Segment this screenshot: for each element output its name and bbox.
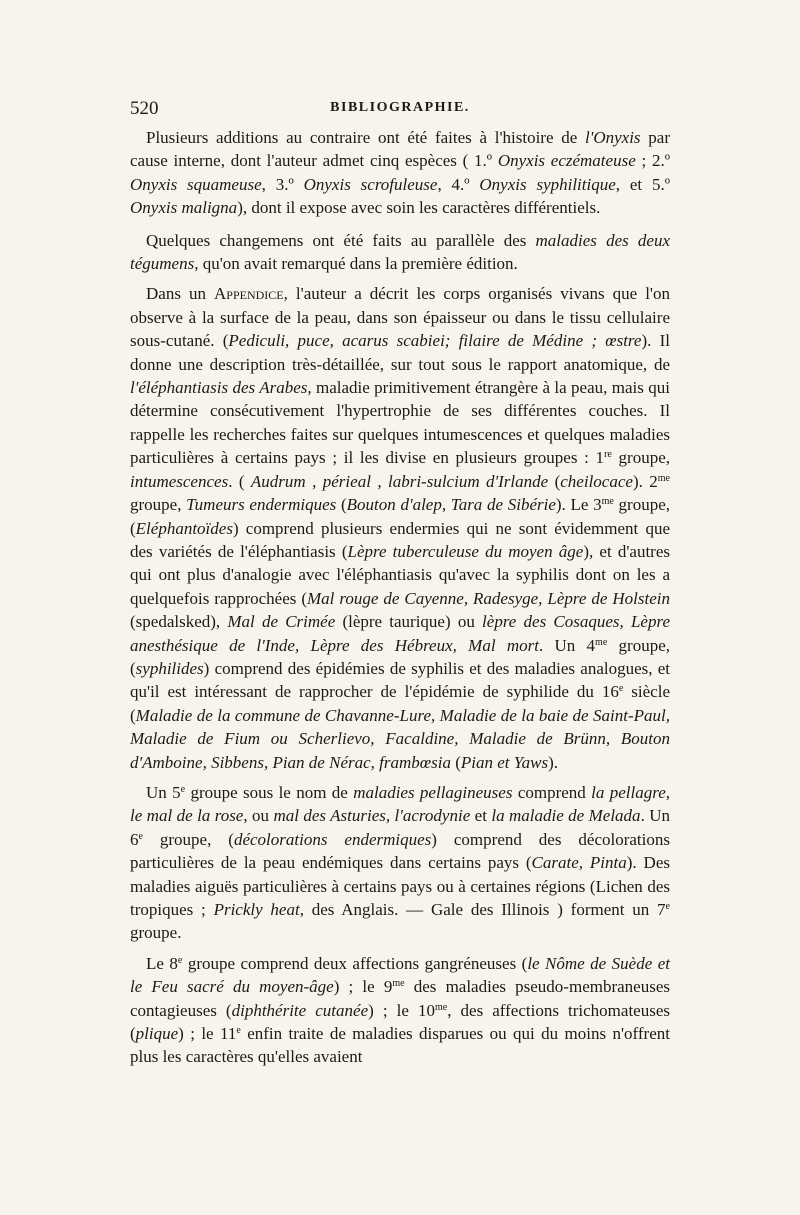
text-run: enfin traite de maladies disparues ou qui du moins n'offrent plus les caractères qu'elles avaient <box>130 1024 670 1067</box>
text-run: ; 2.º <box>635 151 670 171</box>
italic-text: l'Onyxis <box>584 128 641 147</box>
text-run: , et 5.º <box>615 174 670 194</box>
text-run: Plusieurs additions au contraire ont été faites à l'histoire de <box>146 128 585 147</box>
text-run: (lèpre taurique) ou <box>335 612 483 632</box>
text-run: groupe comprend deux affections gangréneuses ( <box>182 953 528 973</box>
superscript: re <box>604 449 612 461</box>
italic-text: l'éléphantiasis des Arabes <box>130 378 308 398</box>
text-run: ). Il donne une description très-détaillée, sur tout sous le rapport anatomique, de <box>130 331 671 374</box>
text-run: des maladies pseudo-membraneuses contagieuses ( <box>130 977 670 1020</box>
text-run: (spedalsked), <box>130 612 228 632</box>
text-run: , qu'on avait remarqué dans la première édition. <box>194 254 518 274</box>
superscript: e <box>618 683 624 695</box>
superscript: me <box>657 472 670 484</box>
text-run: ). Des maladies aiguës particulières à certains pays ou à certaines régions (Lichen des tropiques ; <box>130 853 670 919</box>
italic-text: Onyxis eczémateuse <box>497 151 636 171</box>
italic-text: intumescences <box>130 471 229 491</box>
italic-text: Onyxis squameuse <box>130 174 262 194</box>
text-run: groupe, ( <box>130 635 670 678</box>
italic-text: Bouton d'alep, Tara de Sibérie <box>346 495 556 515</box>
superscript: e <box>138 830 143 842</box>
superscript: e <box>236 1025 241 1037</box>
text-run: . Un 6 <box>130 806 671 849</box>
italic-text: le Nôme de Suède et le Feu sacré du moyen-âge <box>130 953 670 997</box>
paragraph <box>130 781 670 945</box>
superscript: e <box>665 901 670 912</box>
text-run: ) ; le 11 <box>178 1024 237 1044</box>
text-run: , des affections trichomateuses ( <box>130 1000 670 1044</box>
superscript: me <box>601 496 614 508</box>
text-run: groupe sous le nom de <box>185 782 354 802</box>
text-run: . ( <box>228 471 251 491</box>
paragraph <box>130 952 670 1069</box>
text-run: groupe, <box>130 495 187 515</box>
text-run: comprend <box>512 782 592 802</box>
italic-text: Onyxis syphilitique <box>479 174 616 194</box>
italic-text: cheilocace <box>560 471 633 491</box>
text-run: groupe. <box>130 923 182 943</box>
text-run: ), dont il expose avec soin les caractères différentiels. <box>237 198 601 218</box>
italic-text: Pian et Yaws <box>460 752 549 772</box>
page-number: 520 <box>130 98 159 119</box>
text-run: siècle ( <box>130 682 670 725</box>
text-run: par cause interne, dont l'auteur admet cinq espèces ( 1.º <box>130 128 670 171</box>
text-run: ), et d'autres qui ont plus d'analogie avec l'éléphantiasis qu'avec la syphilis dont on les a quelquefois rapprochées ( <box>130 541 670 608</box>
italic-text: Onyxis maligna <box>130 198 238 218</box>
italic-text: Mal rouge de Cayenne, Radesyge, Lèpre de Holstein <box>307 588 670 608</box>
italic-text: Prickly heat <box>213 900 300 919</box>
small-caps-text: Appendice <box>214 284 284 304</box>
text-run: Quelques changemens ont été faits au parallèle des <box>146 230 536 250</box>
text-run: ). <box>548 752 559 772</box>
text-run: ) comprend des épidémies de syphilis et des maladies analogues, et qu'il est intéressant de rapprocher de l'épidémie de syphilide du 16 <box>130 658 670 702</box>
italic-text: plique <box>135 1024 179 1044</box>
italic-text: maladies des deux tégumens <box>130 230 670 274</box>
text-run: et <box>470 806 492 826</box>
text-run: , maladie primitivement étrangère à la peau, mais qui détermine consécutivement l'hypertrophie de ses différentes couches. Il rappelle les recherches faites sur quelques intumescences et quelques maladies particulières à certains pays ; il les divise en plusieurs groupes : 1 <box>130 378 670 468</box>
text-run: groupe, ( <box>130 495 670 538</box>
paragraph <box>130 229 670 276</box>
italic-text: Audrum , périeal , labri-sulcium d'Irlande <box>250 471 549 491</box>
italic-text: maladies pellagineuses <box>353 782 513 802</box>
italic-text: Onyxis scrofuleuse <box>303 174 438 194</box>
paragraph <box>130 126 670 220</box>
italic-text: syphilides <box>135 658 204 678</box>
text-run: Dans un <box>146 284 215 304</box>
text-run: , l'auteur a décrit les corps organisés vivans que l'on observe à la surface de la peau, dans son épaisseur ou dans le tissu cellulaire sous-cutané. ( <box>130 284 670 351</box>
text-run: ). 2 <box>632 471 658 491</box>
italic-text: diphthérite cutanée <box>231 1000 369 1020</box>
text-run: ) comprend plusieurs endermies qui ne sont évidemment que des variétés de l'éléphantiasis ( <box>130 518 670 561</box>
text-run: ) ; le 10 <box>368 1000 435 1020</box>
italic-text: Tumeurs endermiques <box>186 495 337 515</box>
text-run: , 3.º <box>261 174 304 194</box>
italic-text: Carate, Pinta <box>531 853 627 873</box>
text-run: Un 5 <box>146 782 181 802</box>
italic-text: lèpre des Cosaques, Lèpre anesthésique de l'Inde, Lèpre des Hébreux, Mal mort <box>130 612 670 655</box>
text-run: groupe, ( <box>142 829 234 849</box>
superscript: e <box>180 783 186 795</box>
superscript: me <box>595 636 608 648</box>
text-run: , 4.º <box>437 174 480 194</box>
paragraph <box>130 282 670 774</box>
superscript: e <box>177 954 183 966</box>
italic-text: Mal de Crimée <box>227 612 336 632</box>
text-run: groupe, <box>611 448 670 468</box>
italic-text: mal des Asturies, l'acrodynie <box>273 806 471 826</box>
body-text <box>130 126 670 1076</box>
italic-text: Eléphantoïdes <box>135 518 233 538</box>
italic-text: Maladie de la commune de Chavanne-Lure, Maladie de la baie de Saint-Paul, Maladie de Fium ou Scherlievo, Facaldine, Maladie de Brünn, Bouton d'Amboine, Sibbens, Pian de Nérac, frambœsia <box>130 705 670 772</box>
italic-text: la pellagre, le mal de la rose <box>130 782 671 826</box>
italic-text: décolorations endermiques <box>233 829 432 849</box>
text-run: ( <box>336 495 347 515</box>
text-run: , ou <box>243 806 274 826</box>
text-run: ) ; le 9 <box>333 977 393 997</box>
text-run: ) comprend des décolorations particulières de la peau endémiques dans certains pays ( <box>130 829 670 873</box>
page-header <box>130 98 670 122</box>
text-run: Le 8 <box>146 953 178 973</box>
text-run: . Un 4 <box>538 635 596 655</box>
text-run: , des Anglais. — Gale des Illinois ) forment un 7 <box>299 900 666 919</box>
text-run: ( <box>450 752 461 772</box>
italic-text: Pediculi, puce, acarus scabiei; filaire de Médine ; œstre <box>228 331 642 351</box>
text-run: ( <box>548 471 561 491</box>
running-title: BIBLIOGRAPHIE. <box>330 100 470 115</box>
italic-text: Lèpre tuberculeuse du moyen âge <box>347 541 584 561</box>
italic-text: la maladie de Melada <box>491 806 641 826</box>
text-run: ). Le 3 <box>555 495 602 515</box>
superscript: me <box>392 978 405 990</box>
superscript: me <box>434 1001 448 1013</box>
